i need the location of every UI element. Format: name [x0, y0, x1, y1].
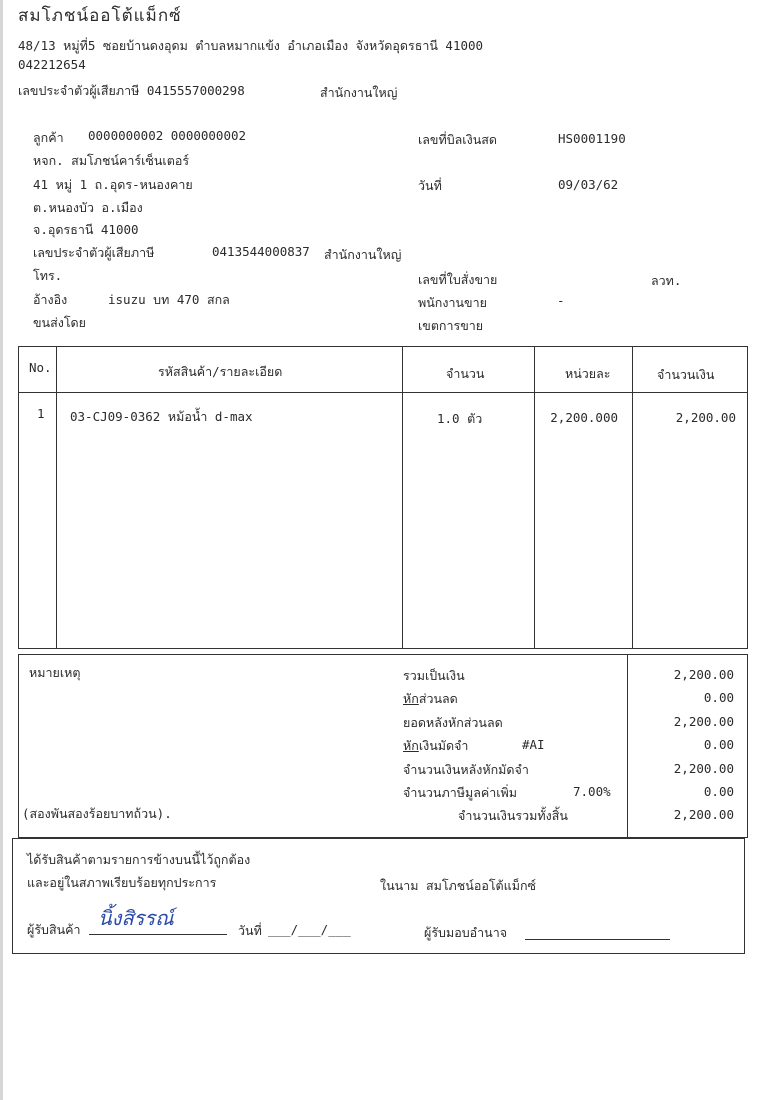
deposit-label-rest: เงินมัดจำ	[418, 738, 469, 753]
deposit-label-prefix: หัก	[403, 738, 419, 753]
col-divider	[632, 346, 633, 649]
header-no: No.	[29, 360, 52, 375]
received-statement-line2: และอยู่ในสภาพเรียบร้อยทุกประการ	[27, 875, 217, 890]
customer-phone-label: โทร.	[33, 268, 63, 283]
discount-label-prefix: หัก	[403, 691, 419, 706]
col-divider	[402, 346, 403, 649]
on-behalf-label: ในนาม สมโภชน์ออโต้แม็กซ์	[380, 878, 537, 893]
vat-value: 0.00	[703, 784, 734, 799]
sales-zone-label: เขตการขาย	[418, 318, 484, 333]
header-description: รหัสสินค้า/รายละเอียด	[158, 364, 283, 379]
after-discount-label: ยอดหลังหักส่วนลด	[403, 715, 503, 730]
row-amount: 2,200.00	[675, 410, 736, 425]
subtotal-label: รวมเป็นเงิน	[403, 668, 465, 683]
authorized-label: ผู้รับมอบอำนาจ	[424, 925, 508, 940]
row-quantity: 1.0 ตัว	[437, 411, 483, 426]
after-deposit-value: 2,200.00	[673, 761, 734, 776]
customer-name: หจก. สมโภชน์คาร์เซ็นเตอร์	[33, 153, 190, 168]
grand-total-value: 2,200.00	[673, 807, 734, 822]
vat-label: จำนวนภาษีมูลค่าเพิ่ม	[403, 785, 517, 800]
vat-rate: 7.00%	[573, 784, 611, 799]
company-tax-id: เลขประจำตัวผู้เสียภาษี 0415557000298	[18, 83, 245, 98]
customer-ref-value: isuzu บท 470 สกล	[108, 292, 230, 307]
sales-order-value: ลวท.	[651, 273, 682, 288]
authorized-signature-line	[525, 939, 670, 940]
bill-no-label: เลขที่บิลเงินสด	[418, 132, 497, 147]
discount-value: 0.00	[703, 690, 734, 705]
receiver-label: ผู้รับสินค้า	[27, 922, 81, 937]
after-discount-value: 2,200.00	[673, 714, 734, 729]
header-unit-price: หน่วยละ	[565, 366, 611, 381]
company-address: 48/13 หมู่ที่5 ซอยบ้านดงอุดม ตำบลหมากแข้ง อำเภอเมือง จังหวัดอุดรธานี 41000	[18, 38, 484, 53]
subtotal-value: 2,200.00	[673, 667, 734, 682]
salesman-label: พนักงานขาย	[418, 295, 487, 310]
scan-edge	[0, 0, 3, 1100]
customer-code-value: 0000000002 0000000002	[88, 128, 247, 143]
invoice-date: 09/03/62	[558, 177, 619, 192]
deposit-value: 0.00	[703, 737, 734, 752]
receiver-signature: นิ้งสิรรณ์	[98, 906, 174, 930]
sales-order-label: เลขที่ใบสั่งขาย	[418, 272, 498, 287]
col-divider	[534, 346, 535, 649]
received-statement-line1: ได้รับสินค้าตามรายการข้างบนนี้ไว้ถูกต้อง	[27, 852, 251, 867]
receiver-signature-line	[89, 934, 227, 935]
receiver-date-blank: ___/___/___	[268, 922, 351, 937]
customer-tax-label: เลขประจำตัวผู้เสียภาษี	[33, 245, 155, 260]
company-phone: 042212654	[18, 57, 86, 72]
items-header-divider	[18, 392, 748, 393]
deposit-code: #AI	[522, 737, 545, 752]
discount-label-rest: ส่วนลด	[418, 691, 458, 706]
row-description: 03-CJ09-0362 หม้อน้ำ d-max	[70, 409, 253, 424]
company-branch: สำนักงานใหญ่	[320, 85, 398, 100]
receiver-date-label: วันที่	[238, 923, 262, 938]
deposit-label	[403, 736, 468, 756]
bill-no: HS0001190	[558, 131, 626, 146]
customer-ref-label: อ้างอิง	[33, 292, 68, 307]
summary-divider	[627, 654, 628, 838]
customer-address-line2: ต.หนองบัว อ.เมือง	[33, 200, 143, 215]
remark-label: หมายเหตุ	[29, 665, 81, 680]
header-quantity: จำนวน	[446, 366, 485, 381]
customer-address-line1: 41 หมู่ 1 ถ.อุดร-หนองคาย	[33, 177, 193, 192]
customer-ship-label: ขนส่งโดย	[33, 315, 86, 330]
amount-in-words: (สองพันสองร้อยบาทถ้วน).	[22, 806, 172, 821]
after-deposit-label: จำนวนเงินหลังหักมัดจำ	[403, 762, 529, 777]
grand-total-label: จำนวนเงินรวมทั้งสิ้น	[458, 808, 568, 823]
salesman-value: -	[557, 293, 565, 308]
row-no: 1	[37, 406, 45, 421]
company-name: สมโภชน์ออโต้แม็กซ์	[18, 6, 182, 26]
col-divider	[56, 346, 57, 649]
customer-address-line3: จ.อุดรธานี 41000	[33, 222, 139, 237]
customer-branch: สำนักงานใหญ่	[324, 247, 402, 262]
discount-label	[403, 689, 458, 709]
customer-tax-value: 0413544000837	[212, 244, 310, 259]
header-amount: จำนวนเงิน	[657, 367, 715, 382]
customer-code-label: ลูกค้า	[33, 130, 64, 145]
row-unit-price: 2,200.000	[550, 410, 618, 425]
invoice-date-label: วันที่	[418, 178, 442, 193]
